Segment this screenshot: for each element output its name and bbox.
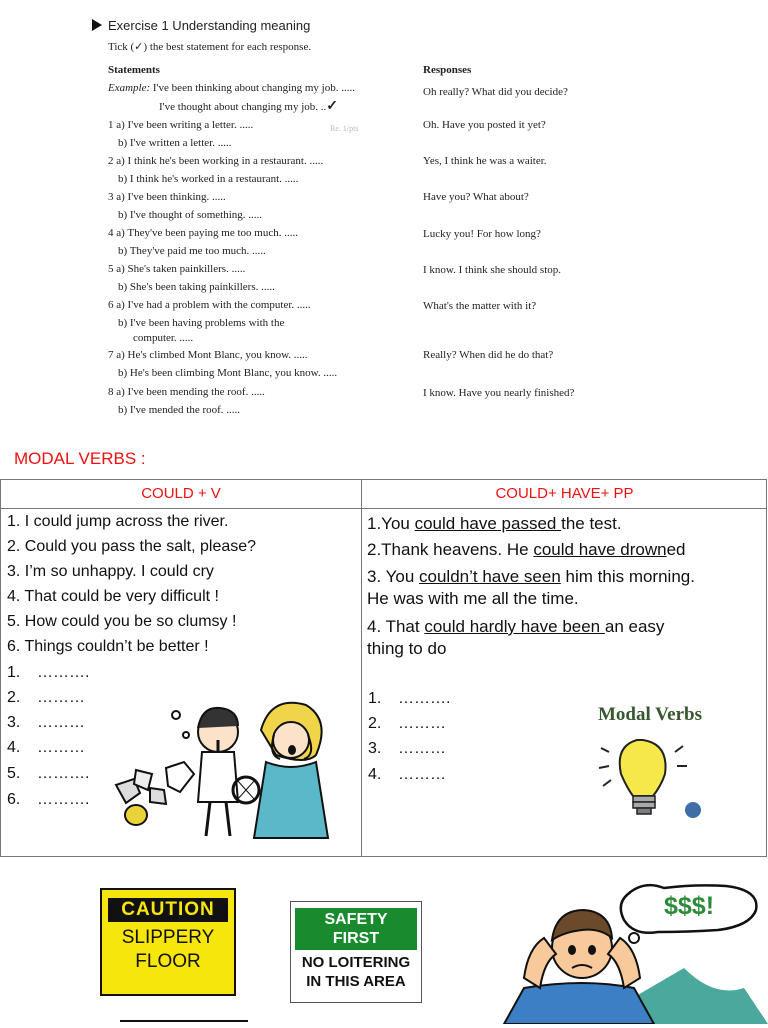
faint-handwriting: Re. 1/pts <box>330 124 359 133</box>
example-sentence: 2. Could you pass the salt, please? <box>7 538 257 555</box>
blank-line[interactable]: 3. ……… <box>7 714 85 731</box>
example-sentence: 1. I could jump across the river. <box>7 513 229 530</box>
lightbulb-icon <box>595 730 705 830</box>
response: I know. Have you nearly finished? <box>423 387 575 399</box>
example-sentence: 4. That could hardly have been an easy thing to do <box>367 617 665 658</box>
safety-first-sign <box>290 901 422 1003</box>
play-triangle-icon <box>92 19 102 31</box>
response: Oh. Have you posted it yet? <box>423 119 546 131</box>
example-response: Oh really? What did you decide? <box>423 86 568 98</box>
example-sentence: 1.You could have passed the test. <box>367 514 622 533</box>
statement-b: b) I've mended the roof. ..... <box>118 404 241 416</box>
example-sentence: 2.Thank heavens. He could have drowned <box>367 540 686 559</box>
blank-line[interactable]: 5. ………. <box>7 765 90 782</box>
statement-b: b) I think he's worked in a restaurant. ..... <box>118 173 299 185</box>
example-statement-b: I've thought about changing my job. ..✓ <box>159 99 338 114</box>
header-divider <box>1 508 766 509</box>
statement-b: b) I've written a letter. ..... <box>118 137 232 149</box>
statement-a: 5 a) She's taken painkillers. ..... <box>108 263 246 275</box>
modal-verbs-card-title: Modal Verbs <box>598 704 702 725</box>
caution-sign <box>100 888 236 996</box>
example-sentence: 3. I’m so unhappy. I could cry <box>7 563 214 580</box>
column-divider <box>361 480 362 856</box>
response: Lucky you! For how long? <box>423 228 541 240</box>
statement-b: b) I've been having problems with the <box>118 317 285 329</box>
exercise-instruction: Tick (✓) the best statement for each response. <box>108 41 312 53</box>
statement-a: 6 a) I've had a problem with the computer. ..... <box>108 299 311 311</box>
response: Really? When did he do that? <box>423 349 554 361</box>
statement-a: 4 a) They've been paying me too much. ..... <box>108 227 298 239</box>
statement-b-continued: computer. ..... <box>133 332 194 344</box>
responses-header: Responses <box>423 64 472 76</box>
example-sentence: 5. How could you be so clumsy ! <box>7 613 237 630</box>
statement-b: b) They've paid me too much. ..... <box>118 245 266 257</box>
blank-line[interactable]: 1. ………. <box>7 664 90 681</box>
cropped-sign-edge <box>120 1020 248 1028</box>
safety-first-label: SAFETY FIRST <box>295 908 417 950</box>
response: Have you? What about? <box>423 191 529 203</box>
could-v-header: COULD + V <box>141 485 221 502</box>
statement-b: b) She's been taking painkillers. ..... <box>118 281 275 293</box>
worried-man-illustration <box>484 878 768 1024</box>
statement-a: 3 a) I've been thinking. ..... <box>108 191 226 203</box>
statement-b: b) I've thought of something. ..... <box>118 209 263 221</box>
blank-line[interactable]: 4. ……… <box>368 766 446 783</box>
exercise-title: Exercise 1 Understanding meaning <box>92 18 310 33</box>
modal-verbs-heading: MODAL VERBS : <box>14 449 146 468</box>
checkmark-icon: ✓ <box>326 99 338 114</box>
example-sentence: 3. You couldn’t have seen him this morning. He was with me all the time. <box>367 567 695 608</box>
example-sentence: 6. Things couldn’t be better ! <box>7 638 209 655</box>
response: I know. I think she should stop. <box>423 264 562 276</box>
blank-line[interactable]: 4. ……… <box>7 739 85 756</box>
blank-line[interactable]: 2. ……… <box>7 689 85 706</box>
statement-a: 1 a) I've been writing a letter. ..... <box>108 119 254 131</box>
could-have-pp-header: COULD+ HAVE+ PP <box>495 485 634 502</box>
caution-label: CAUTION <box>108 898 228 922</box>
clumsy-kids-illustration <box>106 690 356 840</box>
modal-verbs-card <box>575 700 725 830</box>
statements-header: Statements <box>108 64 160 76</box>
blank-line[interactable]: 3. ……… <box>368 740 446 757</box>
example-statement-a: Example: I've been thinking about changing my job. ..... <box>108 82 355 94</box>
example-sentence: 4. That could be very difficult ! <box>7 588 219 605</box>
exercise-section <box>0 0 768 430</box>
money-thought-text: $$$! <box>664 892 715 920</box>
no-loitering-text: NO LOITERING IN THIS AREA <box>301 954 411 990</box>
blank-line[interactable]: 1. ………. <box>368 690 451 707</box>
statement-a: 2 a) I think he's been working in a restaurant. ..... <box>108 155 324 167</box>
blank-line[interactable]: 2. ……… <box>368 715 446 732</box>
response: Yes, I think he was a waiter. <box>423 155 547 167</box>
statement-b: b) He's been climbing Mont Blanc, you know. ..... <box>118 367 338 379</box>
response: What's the matter with it? <box>423 300 537 312</box>
statement-a: 7 a) He's climbed Mont Blanc, you know. ..... <box>108 349 308 361</box>
statement-a: 8 a) I've been mending the roof. ..... <box>108 386 265 398</box>
caution-text: SLIPPERY FLOOR <box>121 927 215 972</box>
blank-line[interactable]: 6. ………. <box>7 791 90 808</box>
